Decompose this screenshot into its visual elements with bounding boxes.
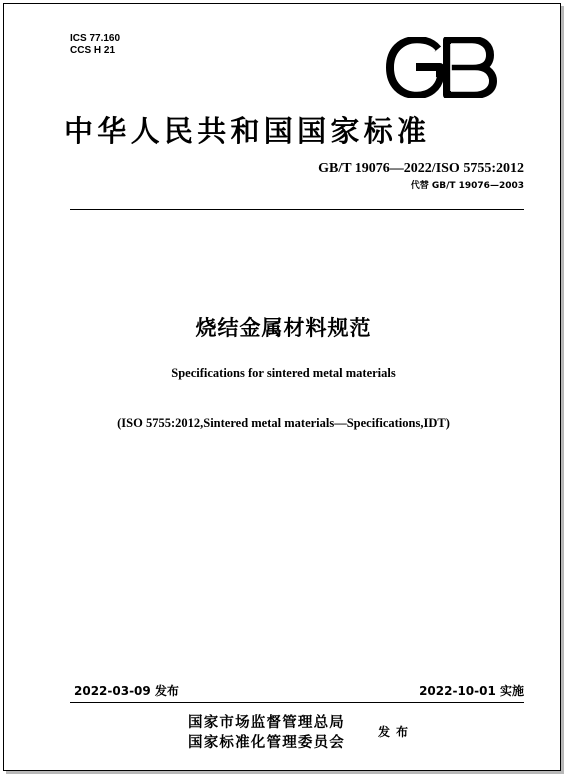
iso-reference: (ISO 5755:2012,Sintered metal materials—Specifications,IDT) bbox=[117, 416, 450, 430]
chinese-title: 烧结金属材料规范 bbox=[195, 316, 372, 340]
publisher-line: 国家标准化管理委员会 bbox=[188, 735, 345, 751]
publish-label: 发布 bbox=[378, 725, 415, 739]
replaces-standard: 代替 GB/T 19076—2003 bbox=[410, 181, 524, 191]
issue-date: 2022-03-09 发布 bbox=[74, 684, 179, 698]
national-standard-heading: 中华人民共和国国家标准 bbox=[64, 114, 431, 148]
publisher-block bbox=[188, 713, 345, 753]
implementation-date: 2022-10-01 实施 bbox=[419, 684, 524, 698]
ics-code: ICS 77.160 bbox=[70, 33, 121, 44]
standard-number: GB/T 19076—2022/ISO 5755:2012 bbox=[318, 161, 524, 176]
ccs-code: CCS H 21 bbox=[70, 45, 116, 56]
gb-logo-icon bbox=[385, 37, 498, 98]
english-title: Specifications for sintered metal materials bbox=[171, 366, 396, 380]
publisher-line: 国家市场监督管理总局 bbox=[188, 715, 345, 731]
classification-codes bbox=[70, 33, 120, 57]
header-divider bbox=[70, 209, 524, 210]
footer-divider bbox=[70, 702, 524, 703]
